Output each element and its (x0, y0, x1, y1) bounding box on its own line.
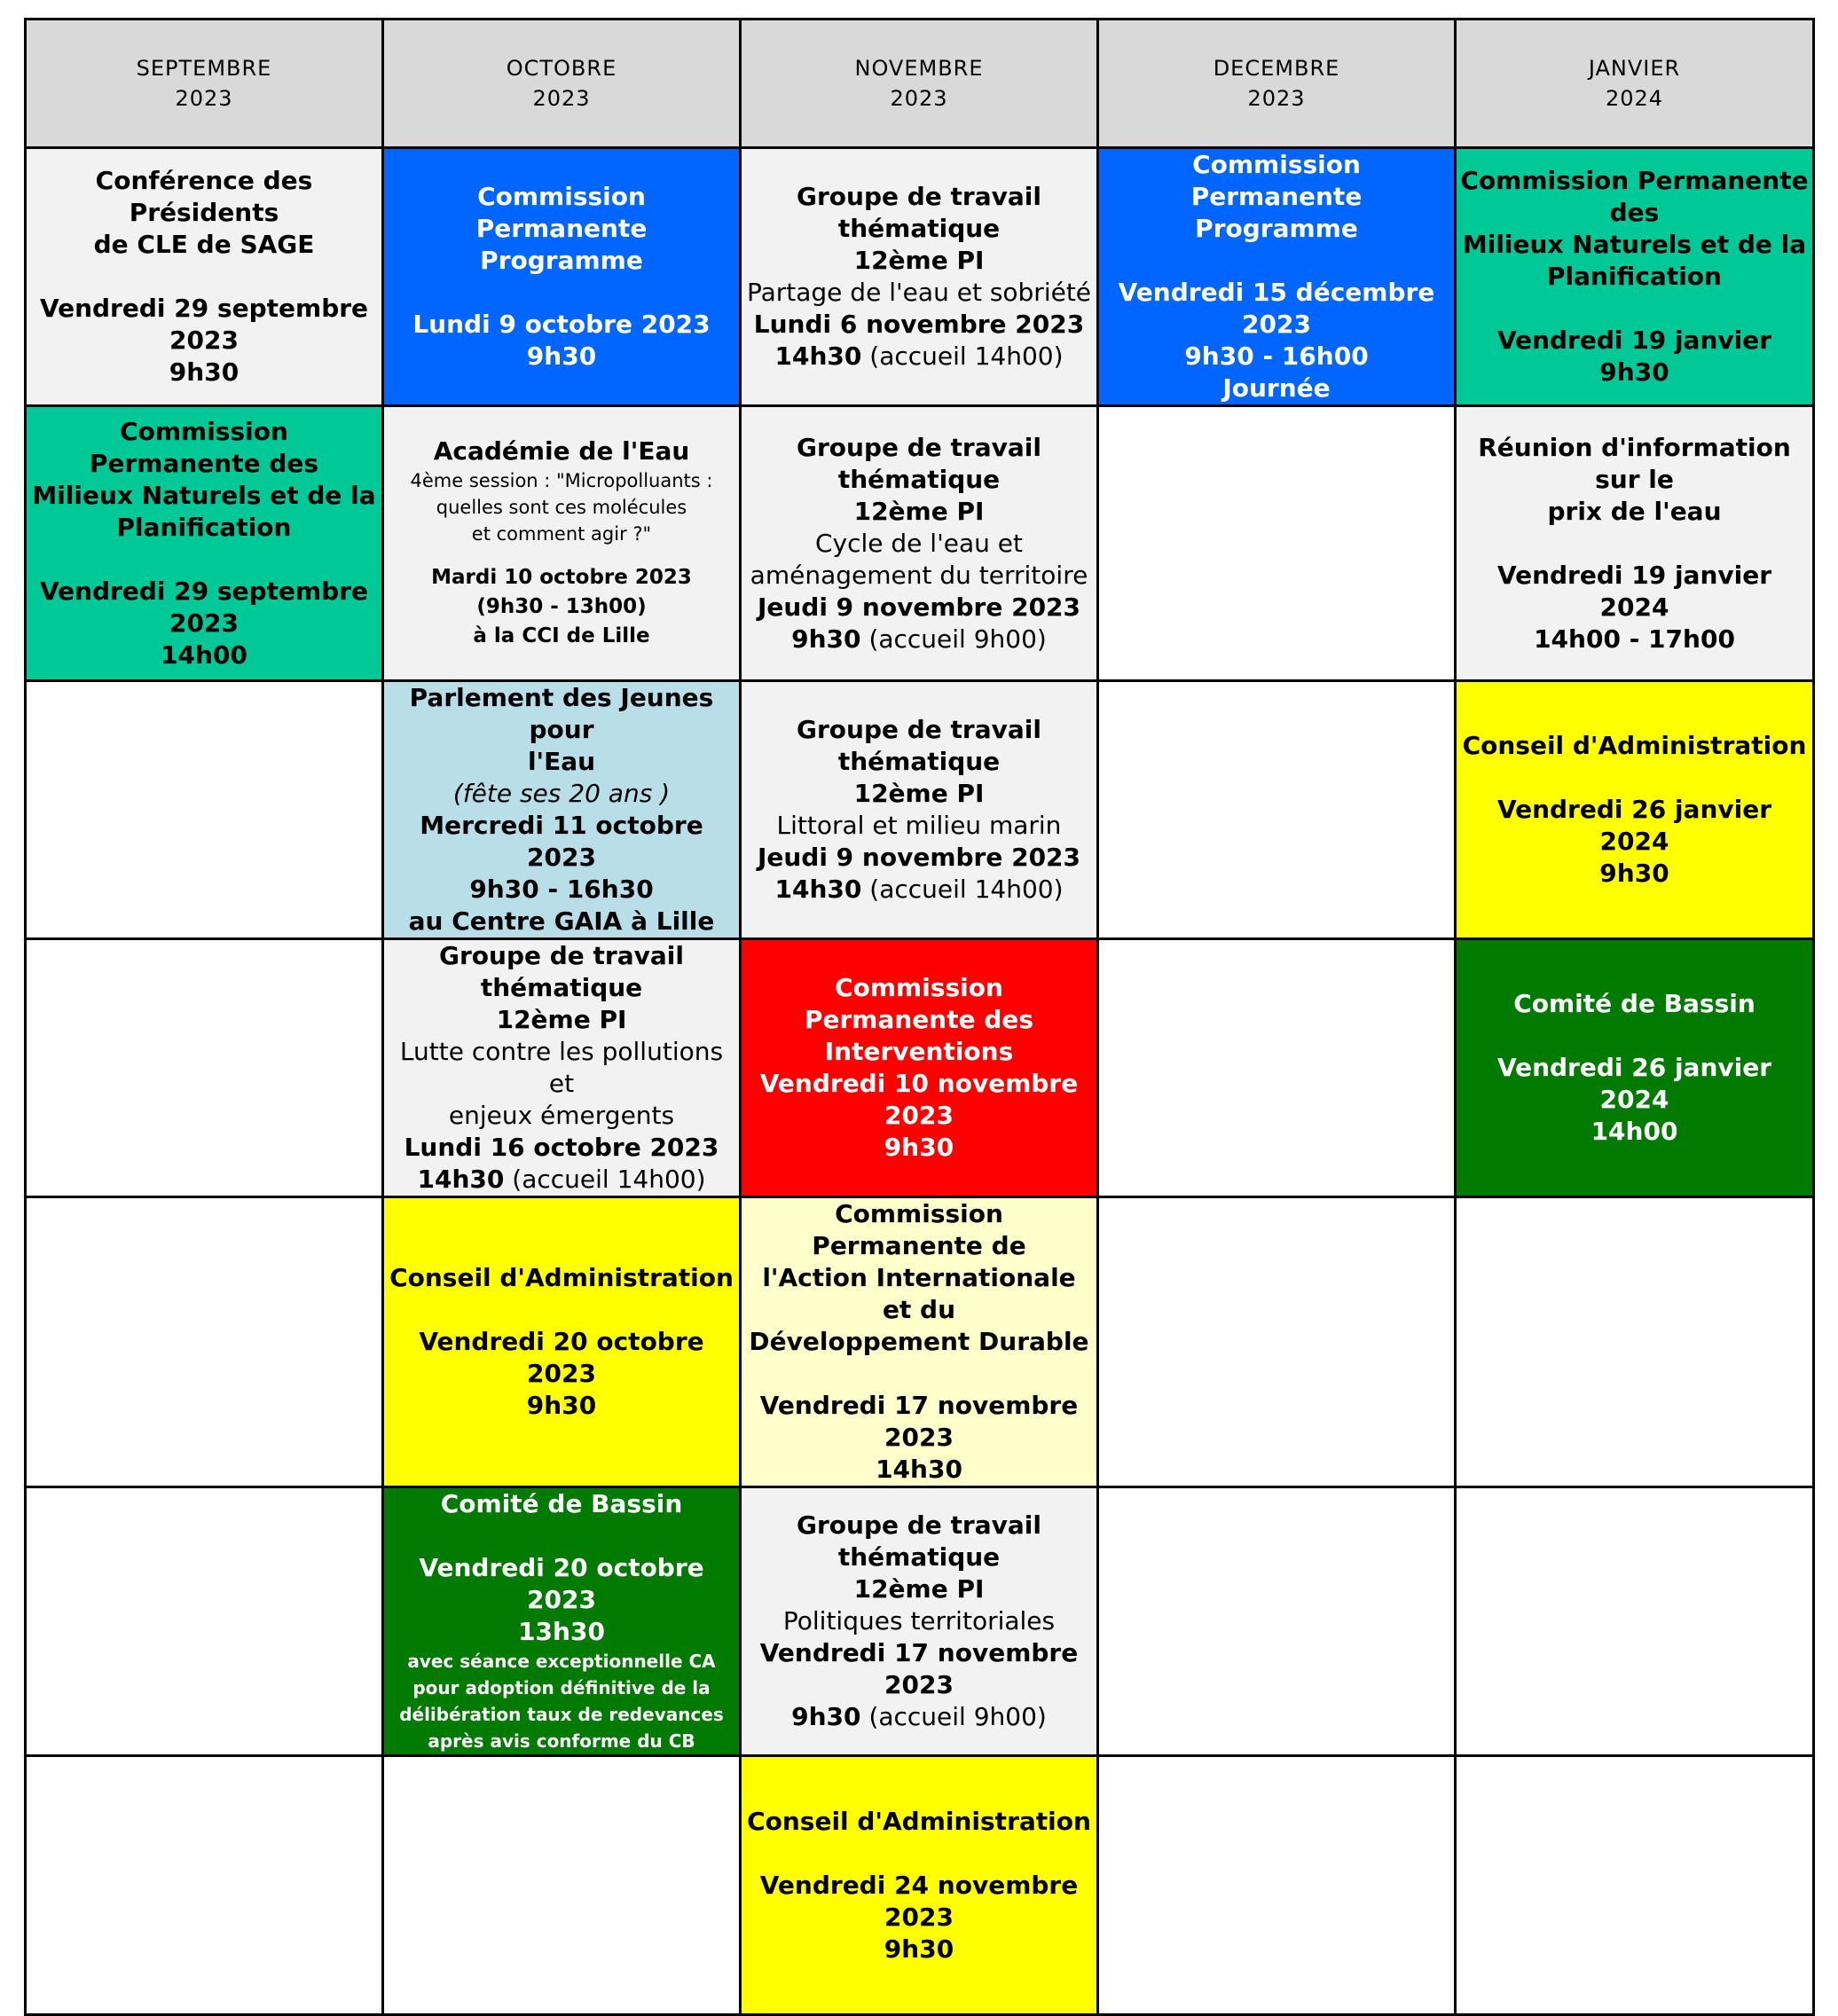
event-title: Comité de Bassin (1513, 989, 1756, 1018)
event-date: Vendredi 29 septembre 2023 (39, 576, 369, 638)
event-title: de CLE de SAGE (93, 230, 315, 259)
event-title: Commission Permanente des (89, 416, 319, 478)
event-date: Lundi 16 octobre 2023 (404, 1133, 719, 1162)
empty-cell (1098, 681, 1456, 939)
event-cell-comite-bassin (1456, 939, 1814, 1197)
event-place: au Centre GAIA à Lille (408, 906, 715, 936)
calendar-row (26, 939, 1814, 1197)
event-title: 12ème PI (853, 779, 985, 808)
calendar-row (26, 681, 1814, 939)
event-cell-commission-milieux (26, 406, 383, 681)
event-welcome: (accueil 9h00) (868, 624, 1047, 654)
event-date: Vendredi 10 novembre 2023 (759, 1069, 1079, 1130)
event-title: Planification (1547, 262, 1722, 291)
event-title: Programme (480, 246, 643, 275)
event-time: 14h30 (876, 1455, 962, 1484)
event-title: Planification (116, 512, 292, 542)
event-topic: Littoral et milieu marin (776, 811, 1062, 840)
event-cell-commission-programme (1098, 148, 1456, 406)
event-title: Commission Permanente des (804, 973, 1034, 1034)
event-title: Milieux Naturels et de la (1462, 230, 1807, 259)
event-time: 9h30 (526, 341, 597, 371)
month-header-january (1456, 20, 1814, 148)
event-time: 14h30 (774, 875, 862, 904)
event-date: Mardi 10 octobre 2023 (431, 566, 692, 589)
event-welcome: (accueil 14h00) (869, 341, 1064, 371)
event-topic: Partage de l'eau et sobriété (746, 278, 1092, 307)
month-name: JANVIER (1588, 56, 1681, 81)
event-date: Vendredi 24 novembre 2023 (759, 1870, 1079, 1932)
event-cell-conseil-administration (1456, 681, 1814, 939)
calendar-row (26, 406, 1814, 681)
empty-cell (26, 1756, 383, 2015)
event-title: Académie de l'Eau (433, 436, 690, 466)
event-time: 9h30 - 16h30 (469, 875, 654, 904)
event-cell-groupe-travail (741, 148, 1098, 406)
event-title: Groupe de travail (797, 715, 1041, 744)
event-title: Conseil d'Administration (747, 1806, 1091, 1836)
event-time: 14h00 - 17h00 (1534, 624, 1735, 654)
event-title: thématique (480, 973, 643, 1002)
event-title: prix de l'eau (1547, 496, 1722, 526)
empty-cell (26, 939, 383, 1197)
month-name: NOVEMBRE (854, 56, 984, 81)
event-title: thématique (837, 464, 1001, 494)
event-title: Commission Permanente des (1460, 166, 1809, 227)
calendar-row (26, 148, 1814, 406)
empty-cell (1456, 1197, 1814, 1487)
event-cell-conseil-administration (741, 1756, 1098, 2015)
event-cell-academie-eau (383, 406, 741, 681)
event-title: Conseil d'Administration (1462, 731, 1807, 760)
month-name: SEPTEMBRE (136, 56, 272, 81)
event-place: à la CCI de Lille (473, 624, 650, 647)
empty-cell (1456, 1756, 1814, 2015)
event-topic: aménagement du territoire (750, 560, 1088, 590)
month-year: 2023 (1247, 86, 1306, 111)
event-date: Vendredi 19 janvier 2024 (1496, 560, 1772, 622)
event-title: Groupe de travail (797, 1510, 1041, 1540)
event-time: 9h30 (1599, 859, 1669, 888)
event-title: Développement Durable (749, 1327, 1089, 1356)
event-time: 9h30 (884, 1133, 954, 1162)
empty-cell (26, 681, 383, 939)
month-header-october (383, 20, 741, 148)
event-title: thématique (837, 747, 1001, 776)
event-title: Comité de Bassin (440, 1489, 683, 1518)
event-title: l'Action Internationale et du (762, 1263, 1076, 1324)
event-title: Conseil d'Administration (389, 1263, 734, 1292)
month-header-september (26, 20, 383, 148)
event-topic: enjeux émergents (448, 1101, 675, 1130)
calendar-row (26, 1197, 1814, 1487)
empty-cell (1098, 939, 1456, 1197)
event-time: 13h30 (518, 1617, 605, 1646)
event-title: Réunion d'information sur le (1478, 432, 1791, 494)
event-subtitle: et comment agir ?" (471, 523, 652, 545)
event-welcome: (accueil 14h00) (869, 875, 1064, 904)
event-title: Commission Permanente (475, 182, 648, 243)
event-time: 9h30 (526, 1391, 597, 1420)
event-cell-reunion-prix-eau (1456, 406, 1814, 681)
event-time: 9h30 (169, 357, 240, 387)
month-year: 2023 (890, 86, 948, 111)
empty-cell (26, 1197, 383, 1487)
event-date: Vendredi 15 décembre 2023 (1118, 278, 1435, 339)
event-time: 14h00 (161, 639, 247, 670)
event-duration: Journée (1222, 373, 1331, 403)
month-header-november (741, 20, 1098, 148)
month-year: 2023 (175, 86, 233, 111)
event-date: Vendredi 26 janvier 2024 (1496, 1053, 1772, 1114)
event-title: 12ème PI (496, 1005, 627, 1034)
event-title: Parlement des Jeunes pour (409, 683, 714, 744)
header-row (26, 20, 1814, 148)
event-cell-groupe-travail (383, 939, 741, 1197)
event-time: 9h30 (791, 1702, 861, 1731)
event-date: Vendredi 17 novembre 2023 (759, 1391, 1079, 1452)
empty-cell (1098, 406, 1456, 681)
event-note: (fête ses 20 ans ) (452, 779, 671, 808)
empty-cell (1098, 1756, 1456, 2015)
event-title: 12ème PI (853, 496, 985, 526)
event-welcome: (accueil 14h00) (512, 1165, 706, 1194)
event-date: Lundi 9 octobre 2023 (412, 310, 711, 339)
month-name: OCTOBRE (506, 56, 617, 81)
event-topic: Lutte contre les pollutions et (399, 1037, 724, 1098)
event-time: 9h30 (884, 1934, 954, 1964)
event-title: Commission Permanente (1190, 150, 1363, 211)
month-header-december (1098, 20, 1456, 148)
event-time: 14h00 (1591, 1117, 1678, 1146)
event-title: Milieux Naturels et de la (32, 480, 376, 510)
month-name: DECEMBRE (1213, 56, 1340, 81)
event-cell-groupe-travail (741, 681, 1098, 939)
event-date: Vendredi 26 janvier 2024 (1496, 795, 1772, 856)
event-title: Interventions (824, 1037, 1014, 1066)
event-title: Groupe de travail (439, 941, 684, 970)
event-title: Groupe de travail (797, 182, 1041, 211)
event-cell-commission-interventions (741, 939, 1098, 1197)
event-time: 9h30 (1599, 357, 1669, 387)
event-cell-conference-presidents (26, 148, 383, 406)
calendar-row (26, 1487, 1814, 1756)
event-date: Jeudi 9 novembre 2023 (757, 843, 1081, 872)
event-cell-groupe-travail (741, 406, 1098, 681)
event-title: 12ème PI (853, 1574, 985, 1604)
event-time: 14h30 (417, 1165, 505, 1194)
event-title: thématique (837, 214, 1001, 243)
event-title: thématique (837, 1542, 1001, 1572)
event-title: l'Eau (527, 747, 596, 776)
event-time: 9h30 (791, 624, 861, 654)
event-date: Jeudi 9 novembre 2023 (757, 592, 1081, 622)
event-title: Programme (1195, 214, 1358, 243)
event-cell-comite-bassin (383, 1487, 741, 1756)
event-topic: Cycle de l'eau et (814, 528, 1024, 558)
event-date: Vendredi 20 octobre 2023 (419, 1327, 704, 1388)
event-title: Conférence des Présidents (95, 166, 313, 227)
event-time: (9h30 - 13h00) (476, 595, 647, 618)
event-cell-commission-milieux (1456, 148, 1814, 406)
event-note: pour adoption définitive de la (412, 1677, 711, 1698)
event-topic: Politiques territoriales (782, 1606, 1056, 1636)
empty-cell (1098, 1197, 1456, 1487)
event-subtitle: quelles sont ces molécules (436, 497, 687, 518)
event-cell-conseil-administration (383, 1197, 741, 1487)
event-time: 9h30 - 16h00 (1184, 341, 1369, 371)
event-date: Mercredi 11 octobre 2023 (420, 811, 703, 872)
event-cell-commission-action-internationale (741, 1197, 1098, 1487)
month-year: 2024 (1605, 86, 1664, 111)
event-cell-parlement-jeunes (383, 681, 741, 939)
event-date: Vendredi 20 octobre 2023 (419, 1553, 704, 1614)
empty-cell (383, 1756, 741, 2015)
calendar-table (24, 18, 1815, 2016)
event-date: Lundi 6 novembre 2023 (753, 310, 1085, 339)
event-time: 14h30 (774, 341, 862, 371)
event-cell-commission-programme (383, 148, 741, 406)
event-date: Vendredi 17 novembre 2023 (759, 1638, 1079, 1699)
event-title: Groupe de travail (797, 432, 1041, 462)
event-cell-groupe-travail (741, 1487, 1098, 1756)
empty-cell (1098, 1487, 1456, 1756)
event-note: délibération taux de redevances (399, 1704, 724, 1725)
empty-cell (26, 1487, 383, 1756)
calendar-row (26, 1756, 1814, 2015)
event-note: après avis conforme du CB (428, 1730, 695, 1752)
month-year: 2023 (532, 86, 591, 111)
event-date: Vendredi 29 septembre 2023 (39, 294, 369, 355)
event-title: Commission Permanente de (812, 1199, 1026, 1260)
event-note: avec séance exceptionnelle CA (407, 1651, 716, 1672)
event-welcome: (accueil 9h00) (868, 1702, 1047, 1731)
event-date: Vendredi 19 janvier (1496, 326, 1772, 355)
event-title: 12ème PI (853, 246, 985, 275)
empty-cell (1456, 1487, 1814, 1756)
event-subtitle: 4ème session : "Micropolluants : (410, 470, 713, 491)
